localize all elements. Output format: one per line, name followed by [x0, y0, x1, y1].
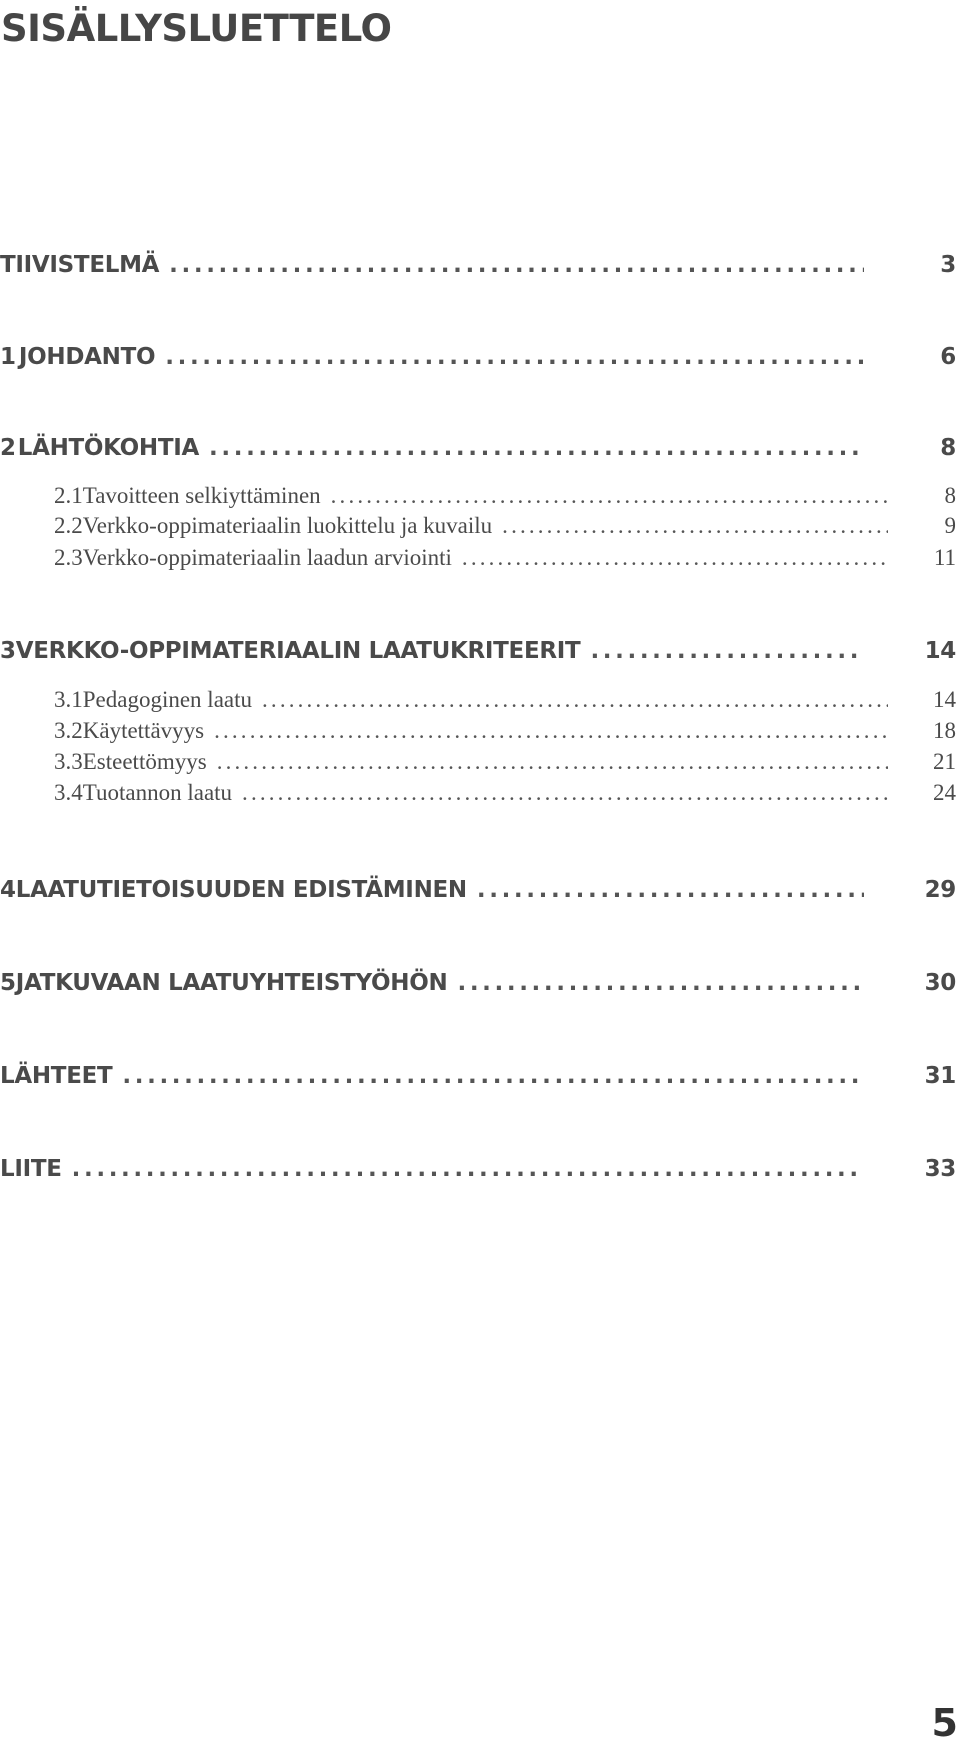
- toc-entry-label: Verkko-oppimateriaalin laadun arviointi: [82, 545, 452, 570]
- page-title: SISÄLLYSLUETTELO: [1, 7, 392, 50]
- toc-entry-2-3[interactable]: [0, 544, 956, 572]
- toc-entry-number: 2: [0, 435, 16, 461]
- toc-entry-number: 4: [0, 877, 16, 903]
- toc-entry-number: 2.2: [54, 513, 83, 538]
- toc-entry-number: 3.3: [54, 749, 83, 774]
- dot-leader: [209, 431, 864, 465]
- toc-entry-number: 3: [0, 638, 16, 664]
- toc-entry-number: 5: [0, 970, 16, 996]
- toc-entry-tiivistelma[interactable]: [0, 248, 956, 282]
- toc-entry-laatutietoisuus[interactable]: [0, 873, 956, 907]
- toc-entry-page: 3: [940, 252, 956, 278]
- toc-entry-3-3[interactable]: [0, 748, 956, 776]
- dot-leader: [214, 717, 888, 745]
- toc-entry-label: Tavoitteen selkiyttäminen: [82, 483, 321, 508]
- dot-leader: [590, 634, 864, 668]
- toc-entry-page: 9: [944, 513, 956, 538]
- dot-leader: [72, 1152, 864, 1186]
- page-number: 5: [931, 1701, 958, 1745]
- toc-entry-number: 3.4: [54, 780, 83, 805]
- toc-entry-label: Pedagoginen laatu: [82, 687, 253, 712]
- toc-entry-2-2[interactable]: [0, 512, 956, 540]
- toc-entry-3-1[interactable]: [0, 686, 956, 714]
- toc-entry-laatukriteerit[interactable]: [0, 634, 956, 668]
- dot-leader: [262, 686, 888, 714]
- toc-entry-label: LÄHTÖKOHTIA: [17, 435, 200, 461]
- dot-leader: [457, 966, 864, 1000]
- toc-entry-liite[interactable]: [0, 1152, 956, 1186]
- toc-entry-page: 21: [933, 749, 956, 774]
- toc-entry-page: 8: [940, 435, 956, 461]
- toc-entry-laatuyhteistyo[interactable]: [0, 966, 956, 1000]
- toc-entry-lahteet[interactable]: [0, 1059, 956, 1093]
- toc-entry-3-2[interactable]: [0, 717, 956, 745]
- toc-entry-label: Esteettömyys: [82, 749, 207, 774]
- dot-leader: [122, 1059, 864, 1093]
- toc-entry-label: JOHDANTO: [18, 344, 156, 370]
- toc-entry-page: 33: [924, 1156, 956, 1182]
- toc-entry-page: 8: [944, 483, 956, 508]
- toc-entry-2-1[interactable]: [0, 482, 956, 510]
- toc-entry-label: LIITE: [0, 1156, 62, 1182]
- toc-entry-page: 11: [933, 545, 956, 570]
- toc-entry-lahtokohtia[interactable]: [0, 431, 956, 465]
- dot-leader: [217, 748, 888, 776]
- toc-entry-3-4[interactable]: [0, 779, 956, 807]
- toc-entry-johdanto[interactable]: [0, 340, 956, 374]
- dot-leader: [169, 248, 864, 282]
- toc-entry-page: 14: [933, 687, 956, 712]
- dot-leader: [477, 873, 864, 907]
- dot-leader: [331, 482, 888, 510]
- toc-entry-page: 30: [924, 970, 956, 996]
- toc-entry-label: VERKKO-OPPIMATERIAALIN LAATUKRITEERIT: [15, 638, 581, 664]
- toc-entry-label: LAATUTIETOISUUDEN EDISTÄMINEN: [15, 877, 467, 903]
- toc-entry-page: 6: [940, 344, 956, 370]
- toc-entry-label: Tuotannon laatu: [82, 780, 233, 805]
- toc-entry-page: 14: [924, 638, 956, 664]
- dot-leader: [242, 779, 888, 807]
- toc-entry-number: 3.2: [54, 718, 83, 743]
- toc-entry-label: LÄHTEET: [0, 1063, 113, 1089]
- toc-entry-number: 3.1: [54, 687, 83, 712]
- toc-entry-number: 2.1: [54, 483, 83, 508]
- toc-entry-number: 1: [0, 344, 16, 370]
- toc-entry-page: 24: [933, 780, 956, 805]
- toc-entry-page: 29: [924, 877, 956, 903]
- dot-leader: [462, 544, 888, 572]
- toc-entry-page: 31: [924, 1063, 956, 1089]
- toc-entry-label: Käytettävyys: [82, 718, 205, 743]
- toc-entry-label: Verkko-oppimateriaalin luokittelu ja kuvailu: [82, 513, 493, 538]
- toc-entry-label: JATKUVAAN LAATUYHTEISTYÖHÖN: [15, 970, 448, 996]
- toc-entry-label: TIIVISTELMÄ: [0, 252, 160, 278]
- toc-entry-page: 18: [933, 718, 956, 743]
- dot-leader: [502, 512, 888, 540]
- dot-leader: [165, 340, 864, 374]
- toc-entry-number: 2.3: [54, 545, 83, 570]
